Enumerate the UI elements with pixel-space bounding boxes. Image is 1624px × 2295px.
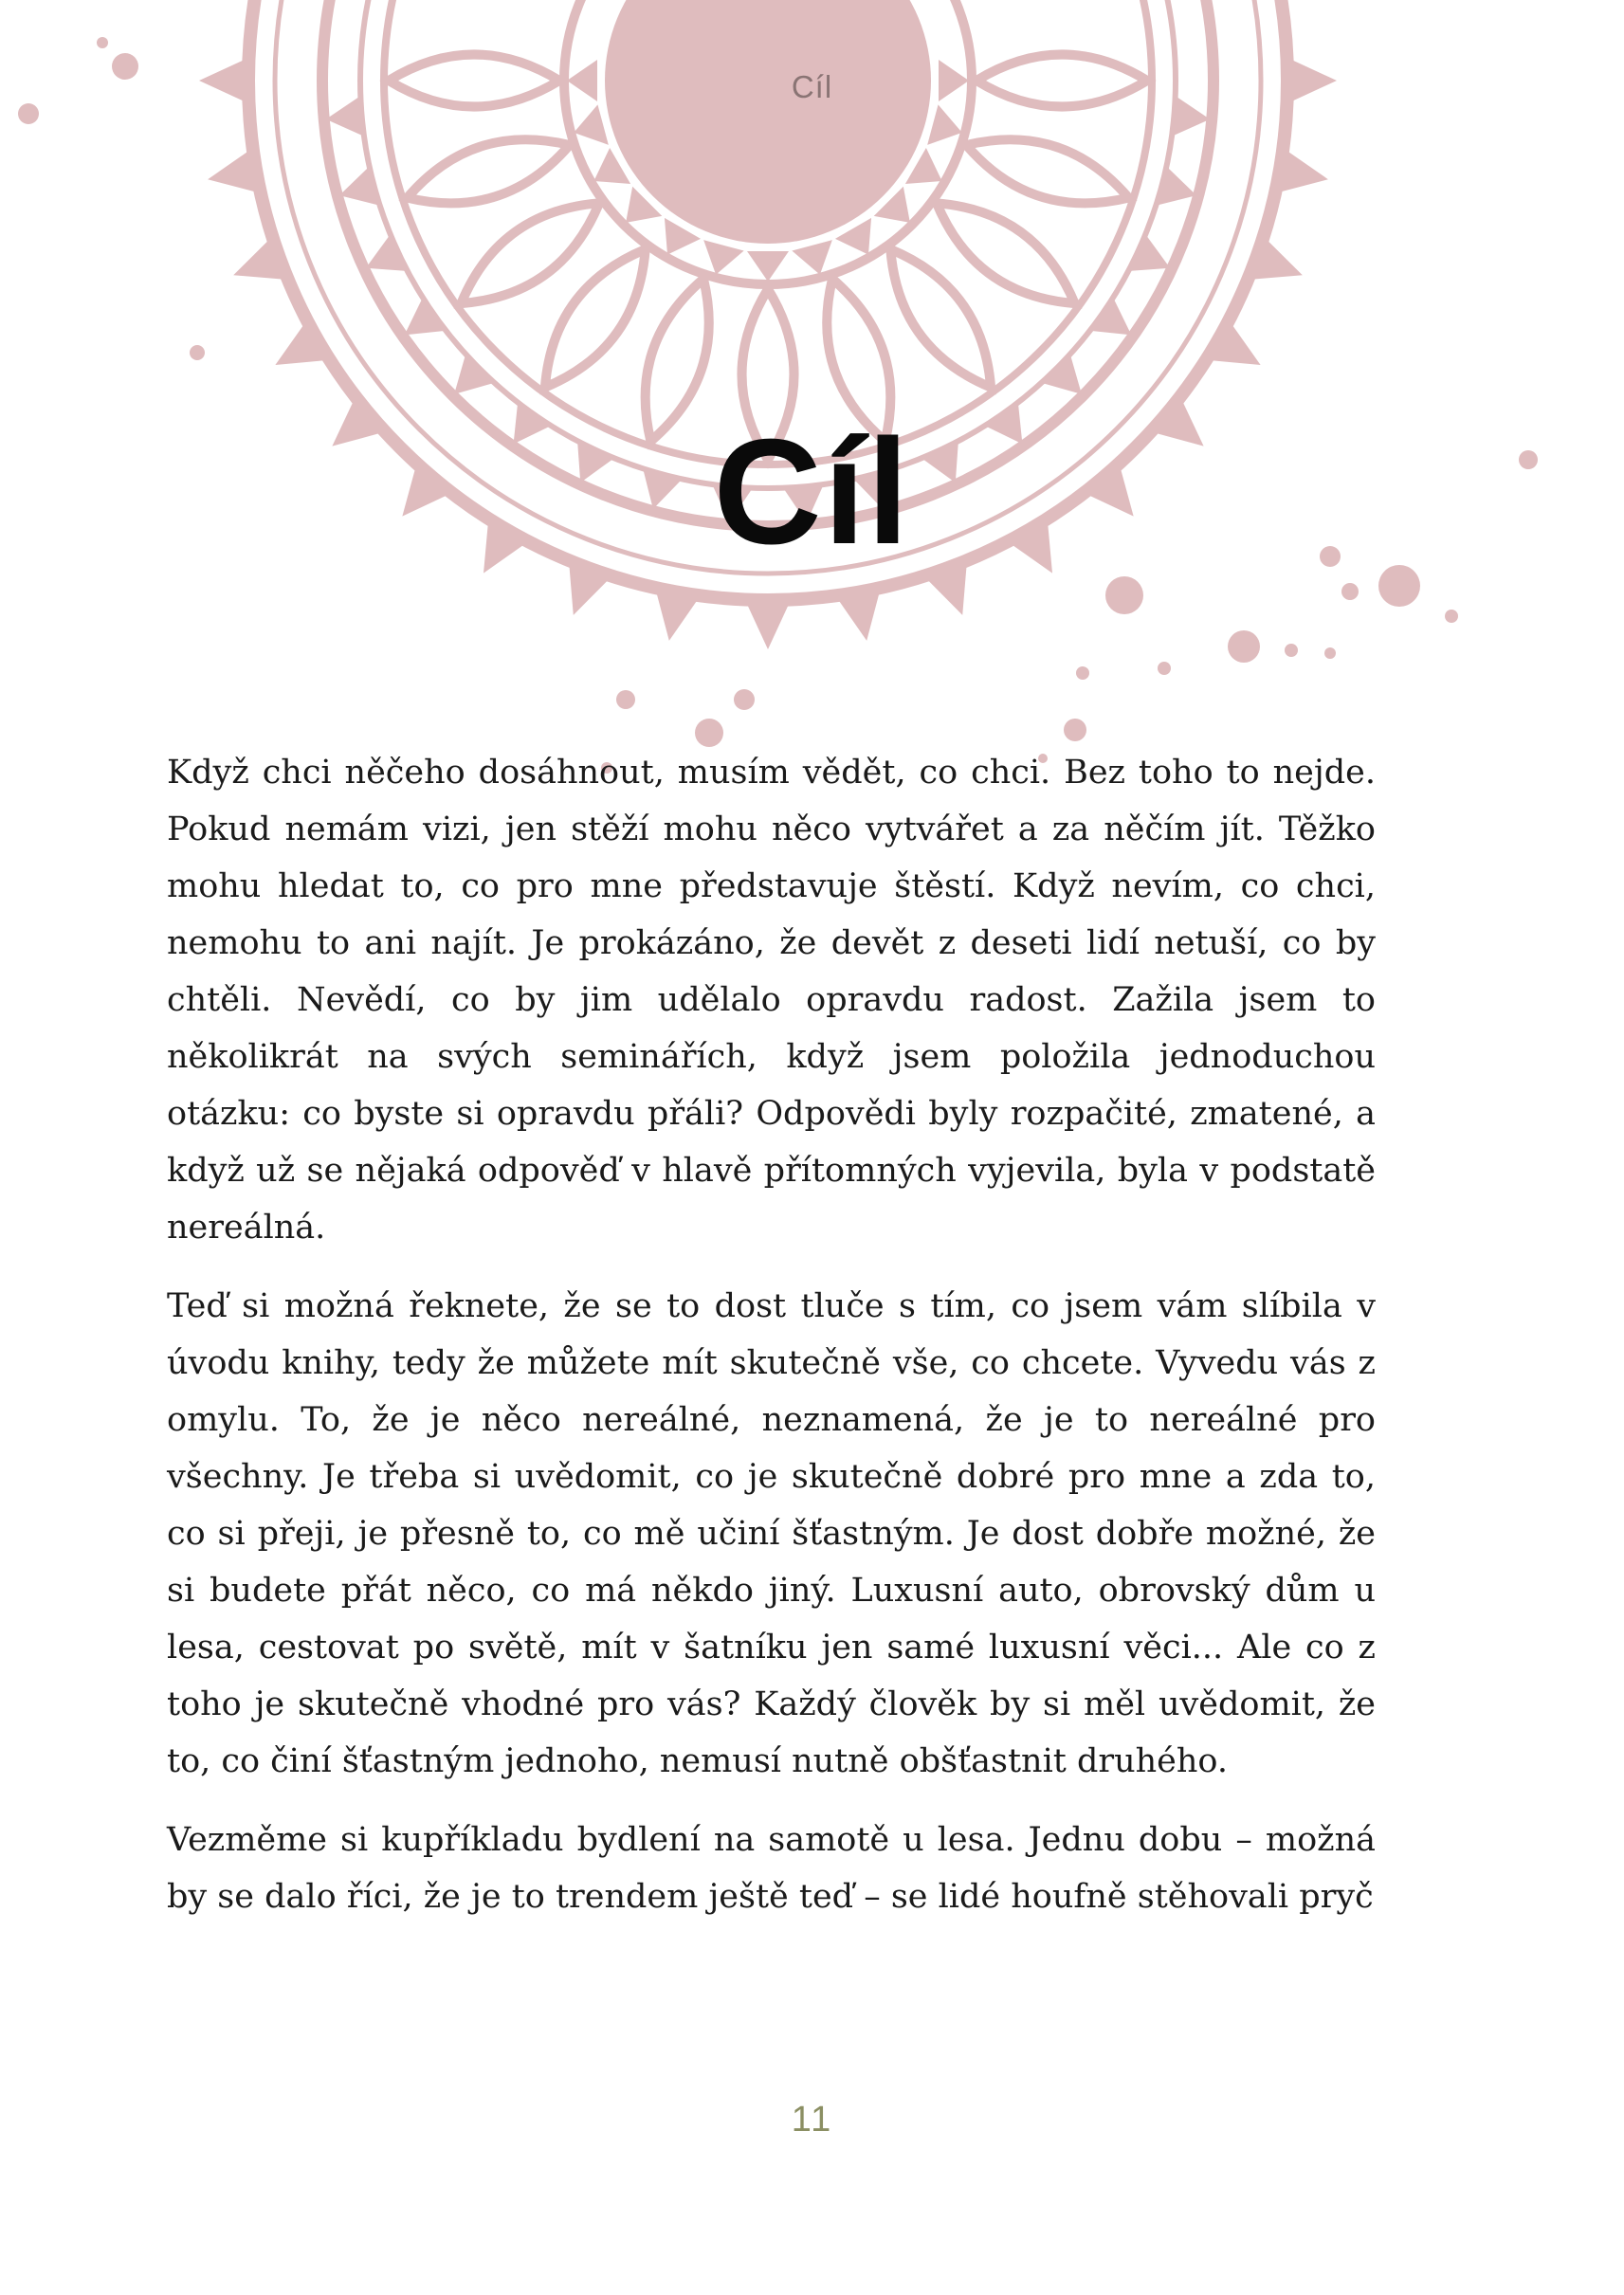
- paragraph: Když chci něčeho dosáhnout, musím vědět, co chci. Bez toho to nejde. Pokud nemám vizi, jen stěží mohu něco vytvářet a za něčím jít. Těžko mohu hledat to, co pro mne představuje štěstí. Když nevím, co chci, nemohu to ani najít. Je prokázáno, že devět z deseti lidí netuší, co by chtěli. Nevědí, co by jim udělalo opravdu radost. Zažila jsem to několikrát na svých seminářích, když jsem položila jednoduchou otázku: co byste si opravdu přáli? Odpovědi byly rozpačité, zmatené, a když už se nějaká odpověď v hlavě přítomných vyjevila, byla v podstatě nereálná.: [167, 754, 1376, 1247]
- paragraph: Vezměme si kupříkladu bydlení na samotě u lesa. Jednu dobu – možná by se dalo říci, že je to trendem ještě teď – se lidé houfně stěhovali pryč: [167, 1821, 1376, 1916]
- paragraph: Teď si možná řeknete, že se to dost tluče s tím, co jsem vám slíbila v úvodu knihy, tedy že můžete mít skutečně vše, co chcete. Vyvedu vás z omylu. To, že je něco nereálné, neznamená, že je to nereálné pro všechny. Je třeba si uvědomit, co je skutečně dobré pro mne a zda to, co si přeji, je přesně to, co mě učiní šťastným. Je dost dobře možné, že si budete přát něco, co má někdo jiný. Luxusní auto, obrovský dům u lesa, cestovat po světě, mít v šatníku jen samé luxusní věci... Ale co z toho je skutečně vhodné pro vás? Každý člověk by si měl uvědomit, že to, co činí šťastným jednoho, nemusí nutně obšťastnit druhého.: [167, 1287, 1376, 1780]
- chapter-title: Cíl: [713, 409, 911, 575]
- running-header: Cíl: [791, 69, 833, 104]
- page-number: 11: [791, 2100, 833, 2140]
- body-text: [167, 744, 1376, 1947]
